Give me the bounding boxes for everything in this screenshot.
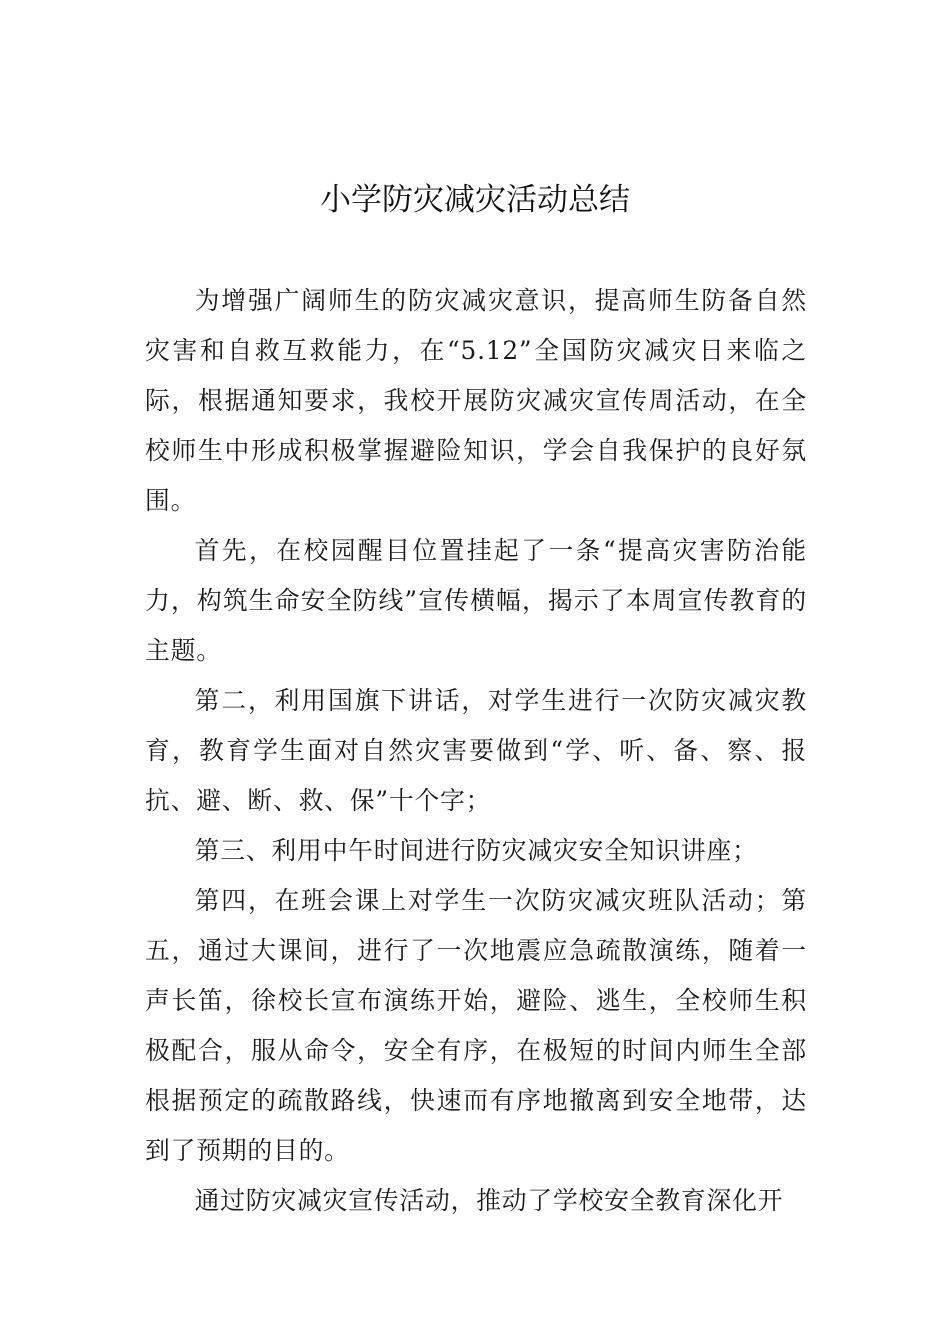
paragraph-intro: 为增强广阔师生的防灾减灾意识，提高师生防备自然灾害和自救互救能力，在“5.12”全国防灾减灾日来临之际，根据通知要求，我校开展防灾减灾宣传周活动，在全校师生中形成积极掌握避险知识，学会自我保护的良好氛围。	[145, 286, 807, 515]
paragraph-second: 第二，利用国旗下讲话，对学生进行一次防灾减灾教育，教育学生面对自然灾害要做到“学、听、备、察、报抗、避、断、救、保”十个字；	[145, 686, 807, 815]
paragraph-third: 第三、利用中午时间进行防灾减灾安全知识讲座；	[194, 836, 758, 865]
document-body	[145, 276, 807, 1226]
paragraph-conclusion: 通过防灾减灾宣传活动，推动了学校安全教育深化开	[194, 1186, 784, 1215]
paragraph-fourth-fifth: 第四，在班会课上对学生一次防灾减灾班队活动；第五，通过大课间，进行了一次地震应急疏散演练，随着一声长笛，徐校长宣布演练开始，避险、逃生，全校师生积极配合，服从命令，安全有序，在极短的时间内师生全部根据预定的疏散路线，快速而有序地撤离到安全地带，达到了预期的目的。	[145, 886, 807, 1165]
document-title: 小学防灾减灾活动总结	[320, 182, 630, 218]
paragraph-first: 首先，在校园醒目位置挂起了一条“提高灾害防治能力，构筑生命安全防线”宣传横幅，揭示了本周宣传教育的主题。	[145, 536, 807, 665]
